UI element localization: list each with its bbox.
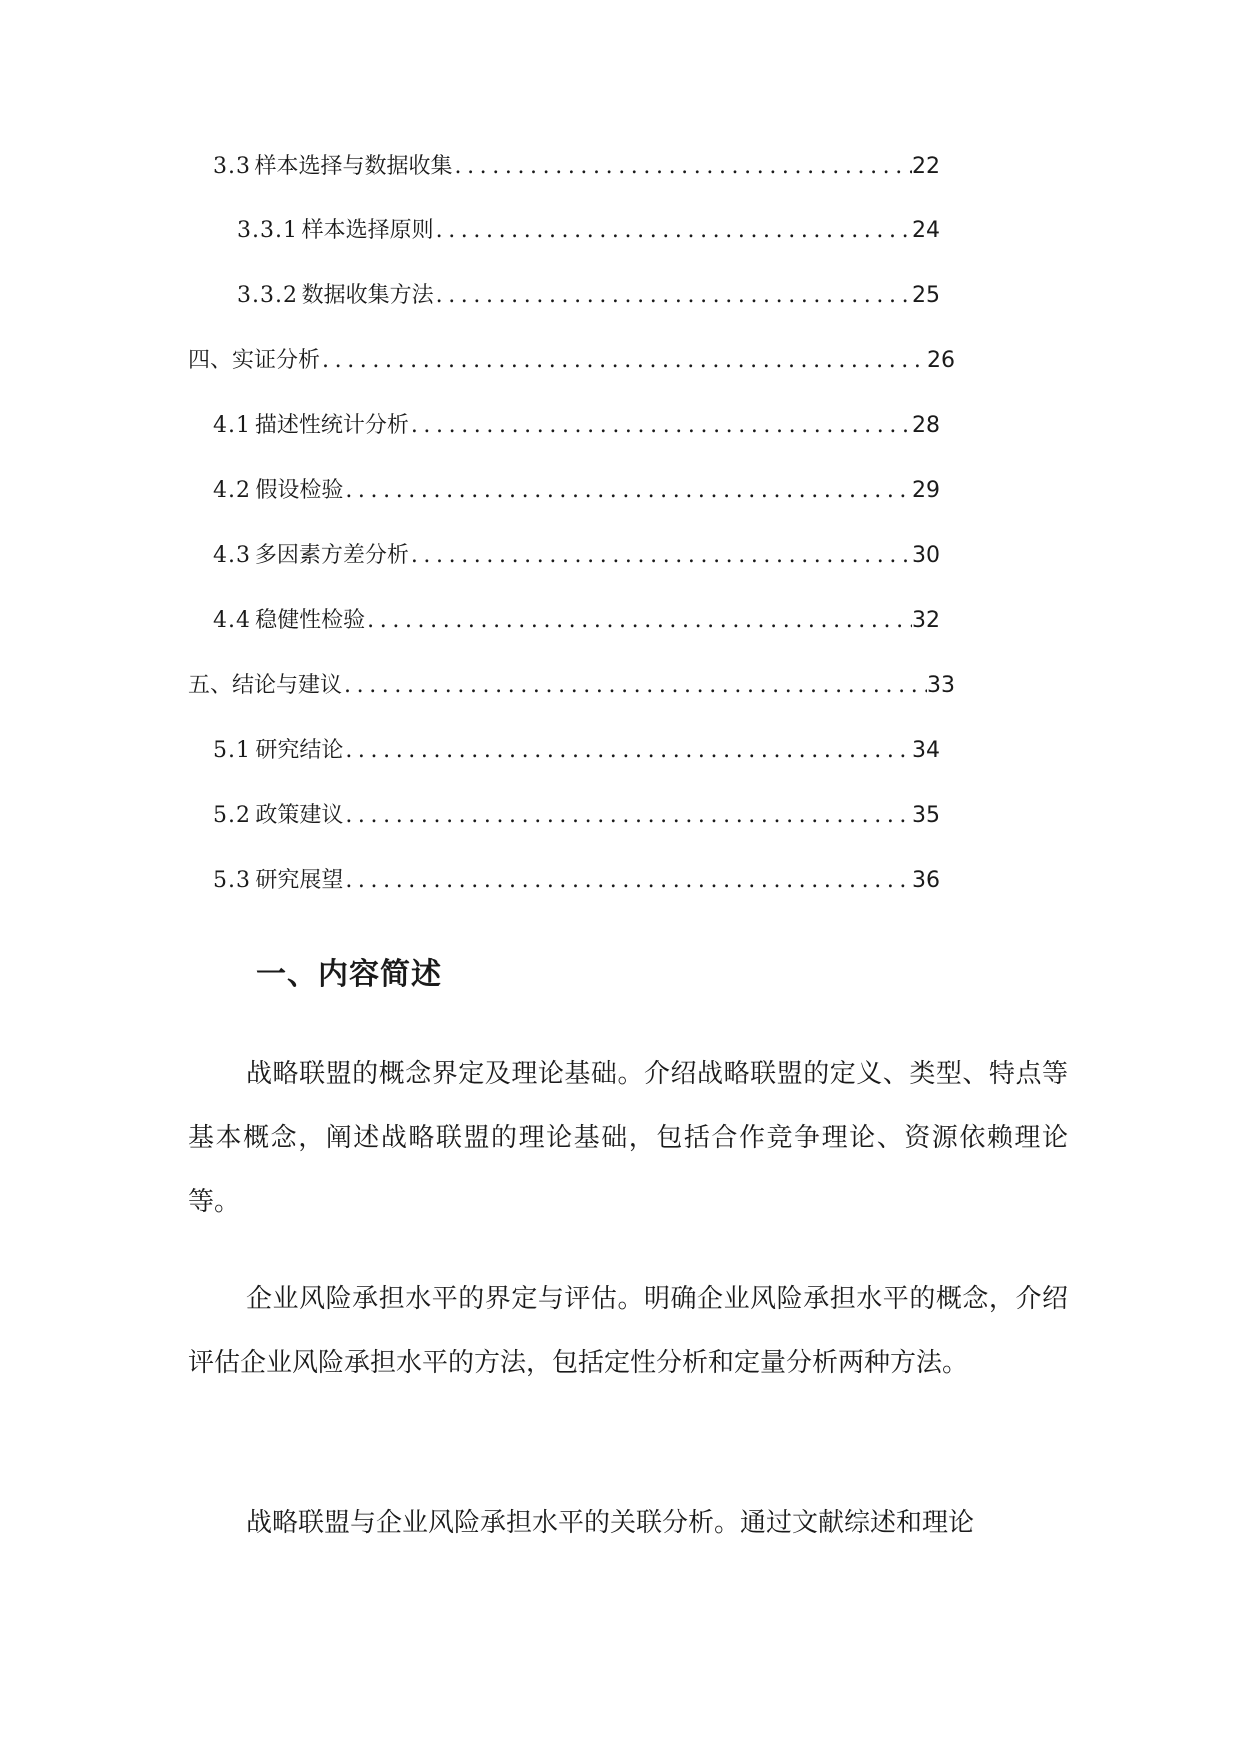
toc-dot-leader [343, 866, 912, 896]
toc-entry-page: 24 [912, 218, 940, 243]
toc-entry-number: 4.1 [213, 413, 251, 438]
toc-entry-4-1[interactable] [213, 411, 940, 441]
toc-entry-title: 稳健性检验 [255, 608, 366, 633]
toc-entry-chapter-5[interactable] [188, 671, 955, 701]
toc-entry-number: 5.1 [213, 738, 251, 763]
toc-dot-leader [320, 346, 927, 376]
toc-entry-page: 26 [927, 348, 955, 373]
toc-entry-number: 5.2 [213, 803, 251, 828]
toc-entry-page: 32 [912, 608, 940, 633]
toc-entry-4-4[interactable] [213, 606, 940, 636]
toc-entry-number: 3.3 [213, 154, 251, 179]
body-paragraph-3: 战略联盟与企业风险承担水平的关联分析。通过文献综述和理论 [246, 1508, 975, 1538]
toc-entry-number: 5.3 [213, 868, 251, 893]
toc-dot-leader [409, 411, 912, 441]
toc-entry-page: 25 [912, 283, 940, 308]
toc-dot-leader [343, 476, 912, 506]
toc-entry-number: 3.3.1 [237, 218, 298, 243]
toc-dot-leader [434, 216, 912, 246]
toc-entry-title: 研究结论 [255, 738, 344, 763]
toc-dot-leader [434, 281, 912, 311]
toc-entry-page: 35 [912, 803, 940, 828]
toc-entry-page: 34 [912, 738, 940, 763]
toc-dot-leader [342, 671, 927, 701]
toc-entry-number: 4.2 [213, 478, 251, 503]
toc-entry-3-3[interactable] [213, 152, 940, 182]
toc-entry-chapter-4[interactable] [188, 346, 955, 376]
toc-entry-title: 描述性统计分析 [254, 413, 409, 438]
toc-entry-5-1[interactable] [213, 736, 940, 766]
toc-entry-page: 28 [912, 413, 940, 438]
toc-entry-title: 数据收集方法 [301, 283, 434, 308]
toc-dot-leader [409, 541, 912, 571]
toc-entry-title: 四、实证分析 [188, 348, 321, 373]
toc-entry-3-3-2[interactable] [237, 281, 940, 311]
toc-entry-5-2[interactable] [213, 801, 940, 831]
toc-dot-leader [365, 606, 912, 636]
toc-entry-page: 30 [912, 543, 940, 568]
toc-entry-title: 五、结论与建议 [188, 673, 343, 698]
toc-entry-title: 政策建议 [255, 803, 344, 828]
toc-entry-page: 29 [912, 478, 940, 503]
toc-entry-4-3[interactable] [213, 541, 940, 571]
toc-entry-title: 假设检验 [255, 478, 344, 503]
toc-dot-leader [343, 801, 912, 831]
body-paragraph-1: 战略联盟的概念界定及理论基础。介绍战略联盟的定义、类型、特点等基本概念，阐述战略联盟的理论基础，包括合作竞争理论、资源依赖理论等。 [188, 1059, 1068, 1217]
toc-entry-title: 样本选择与数据收集 [254, 154, 453, 179]
body-paragraph-2: 企业风险承担水平的界定与评估。明确企业风险承担水平的概念，介绍评估企业风险承担水平的方法，包括定性分析和定量分析两种方法。 [188, 1284, 1068, 1378]
toc-entry-5-3[interactable] [213, 866, 940, 896]
toc-entry-3-3-1[interactable] [237, 216, 940, 246]
toc-entry-number: 4.3 [213, 543, 251, 568]
toc-entry-number: 3.3.2 [237, 283, 298, 308]
section-heading: 一、内容简述 [256, 957, 442, 992]
toc-entry-page: 33 [927, 673, 955, 698]
toc-entry-title: 多因素方差分析 [254, 543, 409, 568]
toc-entry-title: 研究展望 [255, 868, 344, 893]
toc-entry-4-2[interactable] [213, 476, 940, 506]
toc-entry-title: 样本选择原则 [301, 218, 434, 243]
toc-entry-page: 22 [912, 154, 940, 179]
toc-dot-leader [343, 736, 912, 766]
toc-dot-leader [453, 152, 913, 182]
toc-entry-page: 36 [912, 868, 940, 893]
toc-entry-number: 4.4 [213, 608, 251, 633]
